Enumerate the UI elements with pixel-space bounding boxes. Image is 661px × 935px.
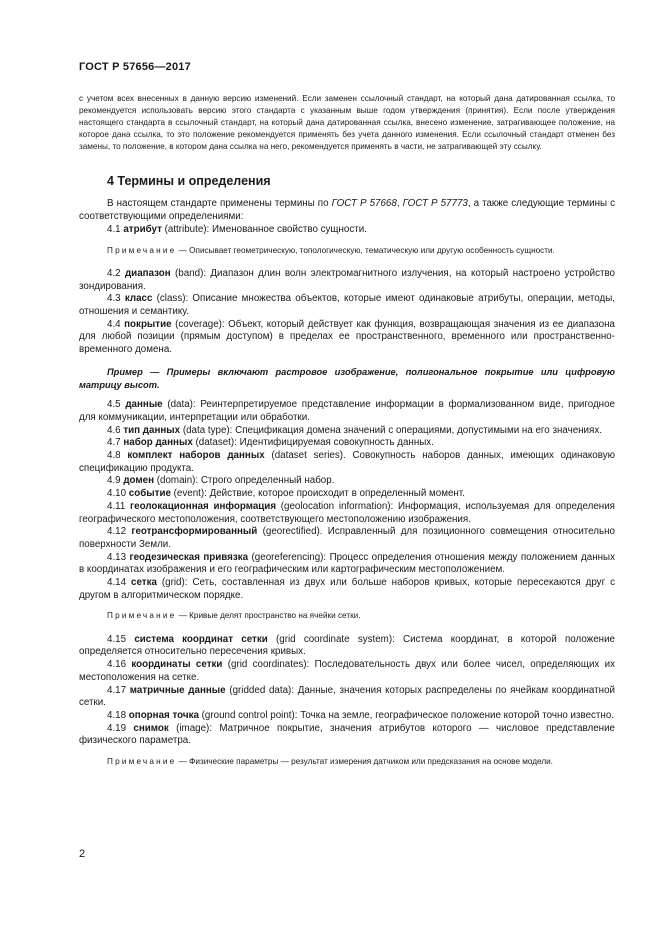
term-name: класс: [124, 293, 153, 305]
term-definition: (ground control point): Точка на земле, географическое положение которой точно известно.: [198, 709, 614, 721]
term-name: набор данных: [123, 437, 193, 449]
term-number: 4.16: [107, 659, 132, 671]
term-entry: [79, 437, 615, 450]
term-number: 4.4: [107, 318, 125, 330]
term-name: геолокационная информация: [130, 500, 277, 512]
term-number: 4.1: [107, 223, 124, 235]
term-definition: (grid coordinates): Последовательность двух или более чисел, определяющих их местоположения на сетке.: [79, 659, 616, 683]
note-label: Примечание: [107, 245, 177, 255]
term-entry: [79, 685, 615, 710]
term-number: 4.11: [107, 500, 131, 512]
term-definition: (image): Матричное покрытие, значения атрибутов которого — числовое представление физического параметра.: [79, 722, 615, 747]
term-entry: [79, 501, 615, 526]
term-definition: (georeferencing): Процесс определения отношения между положением данных в координатах изображения и его географическим или картографическим местоположением.: [79, 551, 615, 576]
term-number: 4.18: [107, 709, 129, 721]
term-entry: [79, 577, 615, 602]
term-name: данные: [125, 399, 163, 411]
term-name: комплект наборов данных: [127, 450, 265, 462]
term-entry: [79, 659, 615, 684]
term-name: событие: [128, 488, 171, 500]
note-paragraph: [79, 756, 615, 768]
term-number: 4.10: [107, 488, 129, 500]
term-name: атрибут: [123, 223, 162, 235]
note-label: Примечание: [107, 757, 177, 767]
term-number: 4.19: [107, 722, 134, 734]
note-text: Кривые делят пространство на ячейки сетки.: [189, 611, 361, 621]
term-number: 4.15: [107, 633, 135, 645]
term-definition: (grid): Сеть, составленная из двух или больше наборов кривых, которые пересекаются друг с другом в алгоритмическом порядке.: [79, 577, 615, 601]
term-name: сетка: [131, 577, 157, 589]
term-definition: (dataset series). Совокупность наборов данных, имеющих одинаковую спецификацию продукта.: [79, 450, 615, 474]
note-paragraph: [79, 245, 615, 257]
term-entry: [79, 488, 615, 501]
term-definition: (band): Диапазон длин волн электромагнитного излучения, на который настроено устройство зондирования.: [79, 267, 615, 292]
term-definition: (geolocation information): Информация, используемая для определения географического местоположения, соответствующего местоположению изображения.: [79, 500, 615, 525]
page-number: 2: [79, 848, 86, 860]
term-entry: [79, 268, 615, 293]
term-entry: [79, 224, 615, 237]
term-definition: (dataset): Идентифицируемая совокупность данных.: [192, 437, 434, 449]
term-number: 4.13: [107, 551, 130, 563]
lead-text: В настоящем стандарте применены термины по: [107, 198, 332, 210]
term-entry: [79, 319, 615, 357]
note-text: Физические параметры — результат измерения датчиком или предсказания на основе модели.: [189, 757, 553, 767]
term-definition: (domain): Строго определенный набор.: [154, 475, 335, 487]
term-entry: [79, 475, 615, 488]
term-entry: [79, 634, 615, 659]
term-entry: [79, 399, 615, 424]
term-definition: (data): Реинтерпретируемое представление информации в формализованном виде, пригодное для коммуникации, интерпретации или обработки.: [79, 399, 615, 423]
term-number: 4.2: [107, 267, 125, 279]
term-entry: [79, 293, 615, 318]
note-label: Примечание: [107, 611, 177, 621]
term-definition: (georectified). Исправленный для позиционного совмещения относительно поверхности Земли.: [79, 526, 615, 550]
term-definition: (class): Описание множества объектов, которые имеют одинаковые атрибуты, операции, методы, отношения и семантику.: [79, 293, 615, 317]
term-name: система координат сетки: [134, 633, 268, 645]
term-name: координаты сетки: [131, 659, 223, 671]
term-name: геодезическая привязка: [129, 551, 249, 563]
term-entry: [79, 526, 615, 551]
term-entry: [79, 552, 615, 577]
page-body: [79, 93, 615, 779]
term-definition: (event): Действие, которое происходит в определенный момент.: [170, 488, 465, 500]
standard-reference: ГОСТ Р 57668: [331, 198, 397, 210]
term-name: диапазон: [124, 267, 171, 279]
term-number: 4.5: [107, 399, 126, 411]
note-dash: —: [176, 245, 190, 255]
term-name: геотрансформированный: [131, 526, 258, 538]
term-number: 4.12: [107, 526, 132, 538]
term-number: 4.14: [107, 577, 132, 589]
term-entry: [79, 425, 615, 438]
term-number: 4.17: [107, 684, 130, 696]
note-dash: —: [176, 757, 190, 767]
term-definition: (grid coordinate system): Система координат, в которой положение определяется относительно пересечения кривых.: [79, 633, 615, 658]
term-name: покрытие: [124, 318, 172, 330]
lead-separator: ,: [396, 198, 403, 210]
intro-paragraph: с учетом всех внесенных в данную версию изменений. Если заменен ссылочный стандарт, на который дана датированная ссылка, то рекомендуется использовать версию этого стандарта с указанным выше годом утверждения (принятия). Если после утверждения настоящего стандарта в ссылочный стандарт, на который дана датированная ссылка, внесено изменение, затрагивающее положение, на которое дана ссылка, то это положение рекомендуется применять без учета данного изменения. Если ссылочный стандарт отменен без замены, то положение, в котором дана ссылка на него, рекомендуется применять в части, не затрагивающей эту ссылку.: [79, 94, 615, 152]
note-dash: —: [176, 611, 190, 621]
note-text: Описывает геометрическую, топологическую, тематическую или другую особенность сущности.: [189, 245, 555, 255]
note-paragraph: [79, 610, 615, 622]
term-name: домен: [123, 475, 155, 487]
term-definition: (gridded data): Данные, значения которых распределены по ячейкам координатной сетки.: [79, 684, 615, 709]
term-entry: [79, 723, 615, 748]
term-number: 4.3: [107, 293, 125, 305]
section-lead-paragraph: [79, 198, 615, 223]
term-name: матричные данные: [129, 684, 226, 696]
term-definition: (coverage): Объект, который действует как функция, возвращающая значения из ее диапазона для любой позиции (прямым доступом) в пределах ее пространственного, временного или пространственно-временного домена.: [79, 318, 615, 356]
term-definition: (attribute): Именованное свойство сущности.: [161, 223, 367, 235]
document-header: ГОСТ Р 57656—2017: [79, 61, 191, 73]
term-definition: (data type): Спецификация домена значений с операциями, допустимыми на его значениях.: [180, 424, 602, 436]
standard-reference: ГОСТ Р 57773: [402, 198, 468, 210]
term-name: снимок: [133, 722, 169, 734]
term-name: опорная точка: [128, 709, 199, 721]
term-number: 4.9: [107, 475, 124, 487]
term-number: 4.8: [107, 450, 128, 462]
lead-text: , а также следующие термины с соответствующими определениями:: [79, 198, 615, 223]
example-paragraph: Пример — Примеры включают растровое изображение, полигональное покрытие или цифровую матрицу высот.: [79, 366, 615, 390]
term-entry: [79, 710, 615, 723]
term-number: 4.7: [107, 437, 124, 449]
section-heading: 4 Термины и определения: [107, 174, 271, 189]
term-entry: [79, 450, 615, 475]
term-name: тип данных: [123, 424, 181, 436]
term-number: 4.6: [107, 424, 124, 436]
